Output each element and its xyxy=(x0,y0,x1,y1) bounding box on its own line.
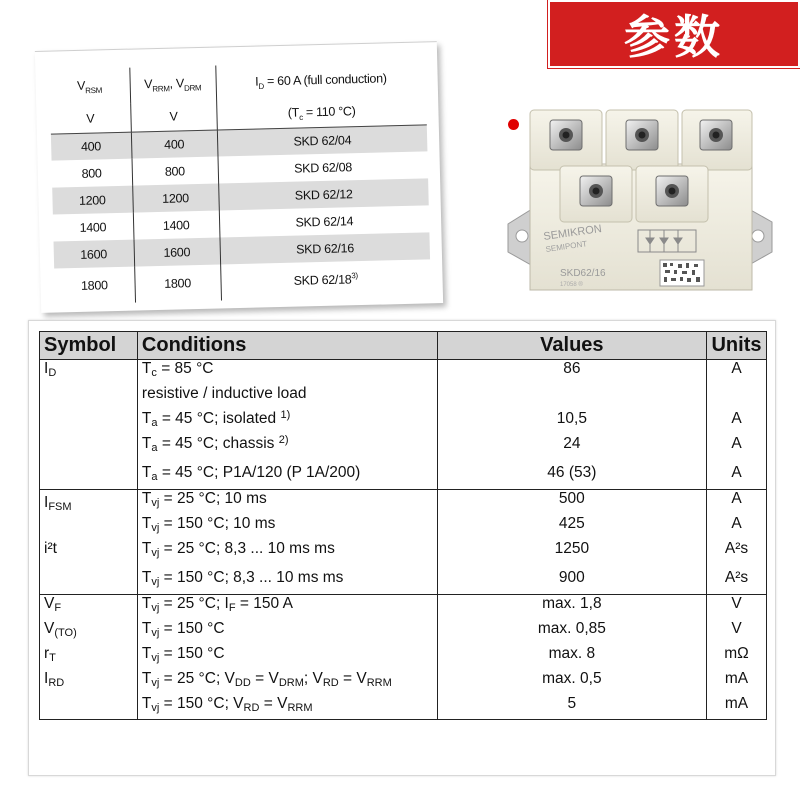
vrsm-unit: V xyxy=(50,104,131,134)
table-row: $V_F$ $T_{vj} = 25$ °C; $I_F = 150$ A max. 1,8 V xyxy=(40,595,767,620)
table-row: $T_a = 45$ °C; chassis $^{2)}$ 24 A xyxy=(40,435,767,460)
values-header: Values xyxy=(437,332,706,360)
spec-table-frame xyxy=(28,320,776,776)
module-code: 17058 ® xyxy=(560,282,583,288)
vrrm-header: $V_{RRM}$, $V_{DRM}$ xyxy=(129,66,216,104)
title-banner xyxy=(548,0,800,68)
type-code: SKD 62/16 xyxy=(219,232,430,264)
semipont-module-image xyxy=(500,104,780,300)
variant-table xyxy=(49,60,431,304)
module-sub-brand: SEMIPONT xyxy=(545,239,588,254)
tc-condition: ($T_c = 110$ °C) xyxy=(216,96,427,129)
variant-row: 800 800 SKD 62/08 xyxy=(52,151,429,187)
vrsm-header: $V_{RSM}$ xyxy=(49,68,130,106)
id-header: $I_D = 60$ A (full conduction) xyxy=(255,71,387,91)
variant-row: 400 400 SKD 62/04 xyxy=(51,124,428,160)
banner-title: 参数 xyxy=(624,10,724,64)
table-row: $I_{RD}$ $T_{vj} = 25$ °C; $V_{DD} = V_{DRM}$; $V_{RD} = V_{RRM}$ max. 0,5 mA xyxy=(40,670,767,695)
table-row: $r_T$ $T_{vj} = 150$ °C max. 8 mΩ xyxy=(40,645,767,670)
table-row: i²t $T_{vj} = 25$ °C; 8,3 ... 10 ms ms 1250 A²s xyxy=(40,540,767,565)
table-row: $V_{(TO)}$ $T_{vj} = 150$ °C max. 0,85 V xyxy=(40,620,767,645)
table-row: $T_{vj} = 150$ °C; $V_{RD} = V_{RRM}$ 5 mA xyxy=(40,695,767,720)
variant-row: 1200 1200 SKD 62/12 xyxy=(52,178,429,214)
variant-row: 1600 1600 SKD 62/16 xyxy=(54,232,431,268)
type-code: SKD 62/18$^{3)}$ xyxy=(293,271,358,289)
type-code: SKD 62/14 xyxy=(295,213,354,230)
type-code: SKD 62/04 xyxy=(217,124,428,156)
table-row: $T_{vj} = 150$ °C; 8,3 ... 10 ms ms 900 A²s xyxy=(40,565,767,595)
module-brand: SEMIKRON xyxy=(542,222,603,243)
variant-row: 1400 1400 SKD 62/14 xyxy=(53,205,430,241)
table-row: $T_a = 45$ °C; isolated $^{1)}$ 10,5 A xyxy=(40,410,767,435)
spec-header-row xyxy=(40,332,767,360)
vrrm-unit: V xyxy=(130,102,217,132)
conditions-header: Conditions xyxy=(137,332,437,360)
table-row: $T_{vj} = 150$ °C; 10 ms 425 A xyxy=(40,515,767,540)
type-code: SKD 62/12 xyxy=(218,178,429,210)
symbol-header: Symbol xyxy=(40,332,138,360)
type-code: SKD 62/08 xyxy=(293,159,353,176)
table-row: $I_D$ $T_c = 85$ °C 86 A xyxy=(40,360,767,385)
module-part-number: SKD62/16 xyxy=(560,268,606,279)
variant-row: 1800 1800 SKD 62/18$^{3)}$ xyxy=(54,259,431,304)
table-row: $I_{FSM}$ $T_{vj} = 25$ °C; 10 ms 500 A xyxy=(40,490,767,515)
table-row: $T_a = 45$ °C; P1A/120 (P 1A/200) 46 (53) A xyxy=(40,460,767,490)
units-header: Units xyxy=(706,332,766,360)
table-row: resistive / inductive load xyxy=(40,385,767,410)
spec-table xyxy=(39,331,767,720)
variant-table-card xyxy=(35,41,443,313)
